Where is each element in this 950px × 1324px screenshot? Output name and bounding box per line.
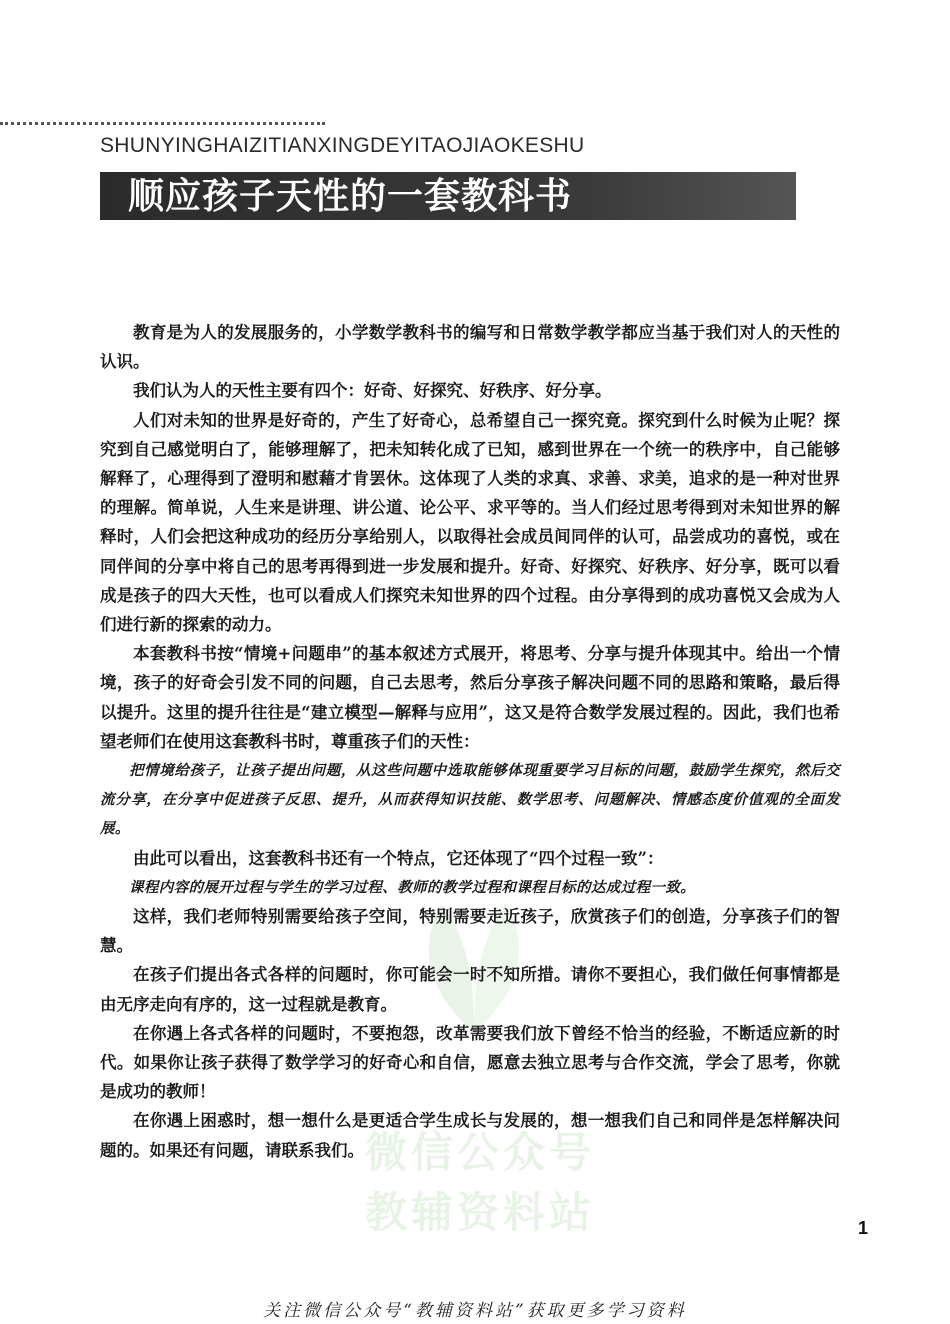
quote-paragraph: 把情境给孩子，让孩子提出问题，从这些问题中选取能够体现重要学习目标的问题，鼓励学生探究，然后交流分享，在分享中促进孩子反思、提升，从而获得知识技能、数学思考、问题解决、情感态度价值观的全面发展。	[100, 762, 840, 838]
page-title: 顺应孩子天性的一套教科书	[128, 175, 573, 217]
watermark-line-2: 教辅资料站	[364, 1188, 595, 1237]
paragraph: 我们认为人的天性主要有四个：好奇、好探究、好秩序、好分享。	[133, 381, 612, 401]
watermark-line-1: 微信公众号	[364, 1128, 595, 1177]
paragraph: 由此可以看出，这套教科书还有一个特点，它还体现了“四个过程一致”：	[133, 848, 664, 868]
pinyin-title: SHUNYINGHAIZITIANXINGDEYITAOJIAOKESHU	[100, 134, 585, 157]
paragraph: 在你遇上困惑时，想一想什么是更适合学生成长与发展的，想一想我们自己和同伴是怎样解决问题的。如果还有问题，请联系我们。	[100, 1111, 840, 1160]
paragraph: 人们对未知的世界是好奇的，产生了好奇心，总希望自己一探究竟。探究到什么时候为止呢？探究到自己感觉明白了，能够理解了，把未知转化成了已知，感到世界在一个统一的秩序中，自己能够解释了，心理得到了澄明和慰藉才肯罢休。这体现了人类的求真、求善、求美，追求的是一种对世界的理解。简单说，人生来是讲理、讲公道、论公平、求平等的。当人们经过思考得到对未知世界的解释时，人们会把这种成功的经历分享给别人，以取得社会成员间同伴的认可，品尝成功的喜悦，或在同伴间的分享中将自己的思考再得到进一步发展和提升。好奇、好探究、好秩序、好分享，既可以看成是孩子的四大天性，也可以看成人们探究未知世界的四个过程。由分享得到的成功喜悦又会成为人们进行新的探索的动力。	[100, 410, 840, 635]
footer-note: 关注微信公众号“教辅资料站”获取更多学习资料	[263, 1301, 687, 1321]
paragraph: 本套教科书按“情境+问题串”的基本叙述方式展开，将思考、分享与提升体现其中。给出一个情境，孩子的好奇会引发不同的问题，自己去思考，然后分享孩子解决问题不同的思路和策略，最后得以提升。这里的提升往往是“建立模型—解释与应用”，这又是符合数学发展过程的。因此，我们也希望老师们在使用这套教科书时，尊重孩子们的天性：	[100, 644, 840, 751]
paragraph: 教育是为人的发展服务的，小学数学教科书的编写和日常数学教学都应当基于我们对人的天性的认识。	[100, 323, 840, 372]
paragraph: 在你遇上各式各样的问题时，不要抱怨，改革需要我们放下曾经不恰当的经验，不断适应新的时代。如果你让孩子获得了数学学习的好奇心和自信，愿意去独立思考与合作交流，学会了思考，你就是成功的教师！	[100, 1023, 840, 1102]
quote-paragraph: 课程内容的展开过程与学生的学习过程、教师的教学过程和课程目标的达成过程一致。	[129, 878, 696, 896]
page-number: 1	[858, 1218, 869, 1238]
dotted-rule	[0, 122, 325, 125]
body-text	[100, 318, 840, 1165]
paragraph: 这样，我们老师特别需要给孩子空间，特别需要走近孩子，欣赏孩子们的创造，分享孩子们的智慧。	[100, 907, 840, 956]
paragraph: 在孩子们提出各式各样的问题时，你可能会一时不知所措。请你不要担心，我们做任何事情都是由无序走向有序的，这一过程就是教育。	[100, 965, 840, 1014]
title-bar	[100, 172, 796, 220]
